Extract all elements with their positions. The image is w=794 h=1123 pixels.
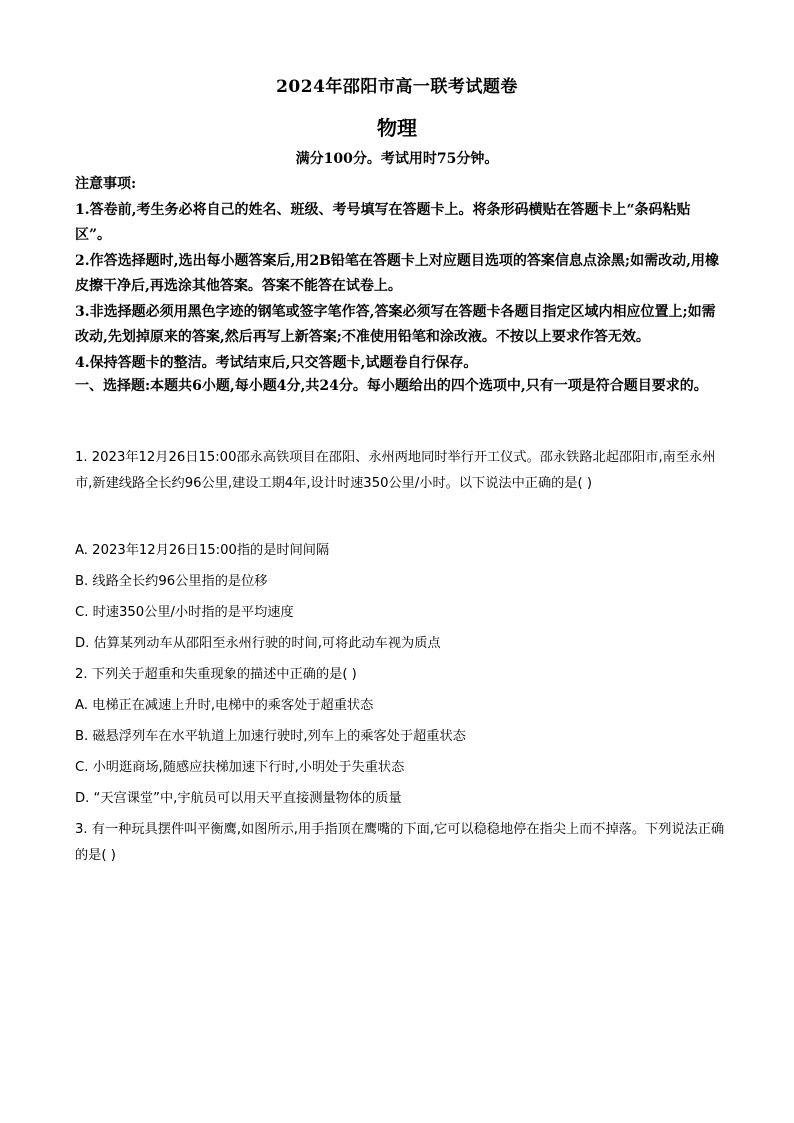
question-2-stem: 2. 下列关于超重和失重现象的描述中正确的是( ) [75, 667, 357, 682]
question-2-option-c: C. 小明逛商场,随感应扶梯加速下行时,小明处于失重状态 [75, 760, 405, 775]
exam-notes [75, 172, 725, 376]
notes-heading: 注意事项: [75, 176, 137, 192]
question-3-stem [75, 817, 725, 869]
question-1-option-a: A. 2023年12月26日15:00指的是时间间隔 [75, 543, 330, 558]
note-item-2: 2.作答选择题时,选出每小题答案后,用2B铅笔在答题卡上对应题目选项的答案信息点涂黑;如需改动,用橡皮擦干净后,再选涂其他答案。答案不能答在试卷上。 [75, 252, 719, 294]
question-2-option-b: B. 磁悬浮列车在水平轨道上加速行驶时,列车上的乘客处于超重状态 [75, 729, 466, 744]
score-time-info: 满分100分。考试用时75分钟。 [295, 151, 499, 167]
question-1-stem [75, 445, 725, 497]
question-text: 3. 有一种玩具摆件叫平衡鹰,如图所示,用手指顶在鹰嘴的下面,它可以稳稳地停在指尖上而不掉落。下列说法正确的是( ) [75, 822, 725, 863]
question-2-option-d: D. “天宫课堂”中,宇航员可以用天平直接测量物体的质量 [75, 791, 402, 806]
question-text: 1. 2023年12月26日15:00邵永高铁项目在邵阳、永州两地同时举行开工仪式。邵永铁路北起邵阳市,南至永州市,新建线路全长约96公里,建设工期4年,设计时速350公里/小时。以下说法中正确的是( ) [75, 450, 716, 491]
subject-title: 物理 [377, 116, 417, 140]
note-item-1: 1.答卷前,考生务必将自己的姓名、班级、考号填写在答题卡上。将条形码横贴在答题卡上“条码粘贴区”。 [75, 201, 691, 243]
section-heading-text: 一、选择题:本题共6小题,每小题4分,共24分。每小题给出的四个选项中,只有一项是符合题目要求的。 [75, 378, 708, 394]
question-2-option-a: A. 电梯正在减速上升时,电梯中的乘客处于超重状态 [75, 698, 374, 713]
question-1-option-d: D. 估算某列动车从邵阳至永州行驶的时间,可将此动车视为质点 [75, 636, 441, 651]
note-item-3: 3.非选择题必须用黑色字迹的钢笔或签字笔作答,答案必须写在答题卡各题目指定区域内相应位置上;如需改动,先划掉原来的答案,然后再写上新答案;不准使用铅笔和涂改液。不按以上要求作答无效。 [75, 303, 716, 345]
question-1-option-b: B. 线路全长约96公里指的是位移 [75, 574, 268, 589]
question-1-option-c: C. 时速350公里/小时指的是平均速度 [75, 605, 294, 620]
note-item-4: 4.保持答题卡的整洁。考试结束后,只交答题卡,试题卷自行保存。 [75, 354, 478, 371]
exam-title: 2024年邵阳市高一联考试题卷 [276, 77, 518, 97]
section-heading [75, 374, 725, 400]
